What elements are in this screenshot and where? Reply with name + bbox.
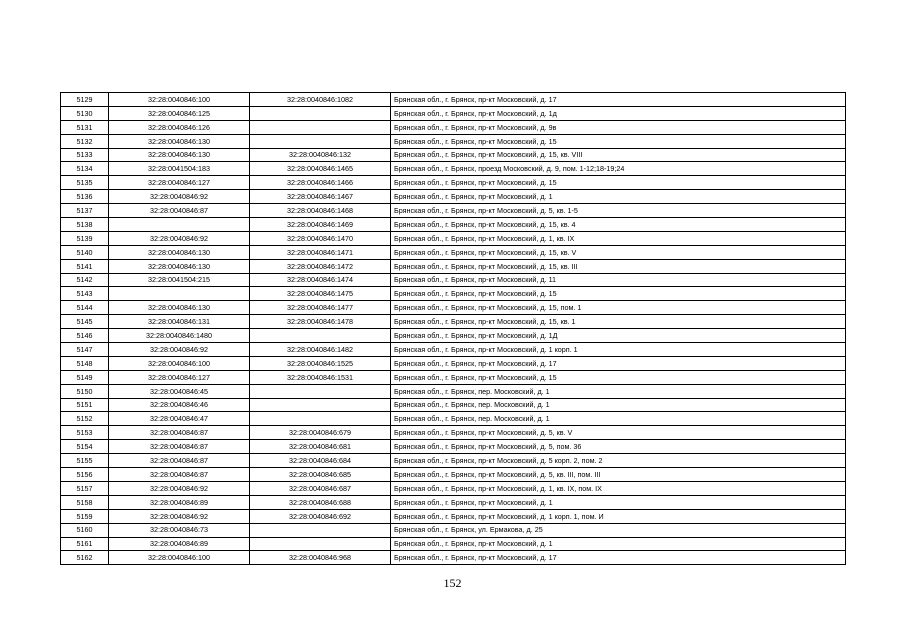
table-row [61, 454, 846, 468]
table-row [61, 384, 846, 398]
object-cadastral-number-cell: 32:28:0040846:1465 [250, 162, 391, 176]
object-cadastral-number-cell: 32:28:0040846:679 [250, 426, 391, 440]
table-row [61, 93, 846, 107]
address-cell: Брянская обл., г. Брянск, пр-кт Московский, д. 15, кв. VIII [391, 148, 846, 162]
row-number-cell: 5162 [61, 551, 109, 565]
address-cell: Брянская обл., г. Брянск, пр-кт Московский, д. 1 [391, 190, 846, 204]
table-row [61, 162, 846, 176]
parcel-cadastral-number-cell: 32:28:0040846:127 [109, 370, 250, 384]
parcel-cadastral-number-cell: 32:28:0040846:125 [109, 106, 250, 120]
parcel-cadastral-number-cell: 32:28:0040846:100 [109, 551, 250, 565]
table-row [61, 204, 846, 218]
object-cadastral-number-cell: 32:28:0040846:1525 [250, 356, 391, 370]
object-cadastral-number-cell [250, 384, 391, 398]
object-cadastral-number-cell: 32:28:0040846:1468 [250, 204, 391, 218]
address-cell: Брянская обл., г. Брянск, пер. Московский, д. 1 [391, 398, 846, 412]
address-cell: Брянская обл., г. Брянск, пр-кт Московский, д. 1 корп. 1 [391, 343, 846, 357]
row-number-cell: 5134 [61, 162, 109, 176]
row-number-cell: 5135 [61, 176, 109, 190]
row-number-cell: 5157 [61, 481, 109, 495]
parcel-cadastral-number-cell: 32:28:0040846:126 [109, 120, 250, 134]
row-number-cell: 5140 [61, 245, 109, 259]
row-number-cell: 5142 [61, 273, 109, 287]
table-row [61, 148, 846, 162]
table-row [61, 343, 846, 357]
parcel-cadastral-number-cell: 32:28:0040846:127 [109, 176, 250, 190]
row-number-cell: 5129 [61, 93, 109, 107]
parcel-cadastral-number-cell: 32:28:0040846:87 [109, 440, 250, 454]
row-number-cell: 5133 [61, 148, 109, 162]
table-row [61, 370, 846, 384]
row-number-cell: 5136 [61, 190, 109, 204]
table-row [61, 259, 846, 273]
object-cadastral-number-cell [250, 120, 391, 134]
row-number-cell: 5147 [61, 343, 109, 357]
object-cadastral-number-cell: 32:28:0040846:1082 [250, 93, 391, 107]
table-row [61, 329, 846, 343]
object-cadastral-number-cell: 32:28:0040846:688 [250, 495, 391, 509]
address-cell: Брянская обл., г. Брянск, пр-кт Московский, д. 11 [391, 273, 846, 287]
row-number-cell: 5159 [61, 509, 109, 523]
row-number-cell: 5149 [61, 370, 109, 384]
row-number-cell: 5145 [61, 315, 109, 329]
table-row [61, 231, 846, 245]
table-row [61, 106, 846, 120]
parcel-cadastral-number-cell: 32:28:0040846:130 [109, 259, 250, 273]
address-cell: Брянская обл., г. Брянск, пр-кт Московский, д. 1д [391, 106, 846, 120]
row-number-cell: 5131 [61, 120, 109, 134]
cadastral-table [60, 92, 846, 565]
parcel-cadastral-number-cell: 32:28:0040846:87 [109, 468, 250, 482]
table-row [61, 398, 846, 412]
object-cadastral-number-cell: 32:28:0040846:1474 [250, 273, 391, 287]
row-number-cell: 5160 [61, 523, 109, 537]
parcel-cadastral-number-cell: 32:28:0040846:87 [109, 204, 250, 218]
table-row [61, 176, 846, 190]
row-number-cell: 5153 [61, 426, 109, 440]
parcel-cadastral-number-cell: 32:28:0040846:130 [109, 245, 250, 259]
address-cell: Брянская обл., г. Брянск, пр-кт Московский, д. 15 [391, 134, 846, 148]
row-number-cell: 5137 [61, 204, 109, 218]
row-number-cell: 5156 [61, 468, 109, 482]
row-number-cell: 5130 [61, 106, 109, 120]
table-row [61, 509, 846, 523]
parcel-cadastral-number-cell: 32:28:0040846:92 [109, 481, 250, 495]
object-cadastral-number-cell: 32:28:0040846:684 [250, 454, 391, 468]
parcel-cadastral-number-cell: 32:28:0040846:100 [109, 356, 250, 370]
table-row [61, 315, 846, 329]
address-cell: Брянская обл., г. Брянск, пр-кт Московский, д. 1 [391, 537, 846, 551]
row-number-cell: 5143 [61, 287, 109, 301]
address-cell: Брянская обл., г. Брянск, ул. Ермакова, д. 25 [391, 523, 846, 537]
table-row [61, 440, 846, 454]
address-cell: Брянская обл., г. Брянск, пр-кт Московский, д. 5 корп. 2, пом. 2 [391, 454, 846, 468]
row-number-cell: 5138 [61, 218, 109, 232]
address-cell: Брянская обл., г. Брянск, пр-кт Московский, д. 15, кв. 4 [391, 218, 846, 232]
row-number-cell: 5132 [61, 134, 109, 148]
parcel-cadastral-number-cell [109, 287, 250, 301]
address-cell: Брянская обл., г. Брянск, пр-кт Московский, д. 9в [391, 120, 846, 134]
parcel-cadastral-number-cell: 32:28:0040846:73 [109, 523, 250, 537]
address-cell: Брянская обл., г. Брянск, пр-кт Московский, д. 15 [391, 176, 846, 190]
parcel-cadastral-number-cell: 32:28:0040846:92 [109, 509, 250, 523]
address-cell: Брянская обл., г. Брянск, пр-кт Московский, д. 1, кв. IX, пом. IX [391, 481, 846, 495]
object-cadastral-number-cell [250, 523, 391, 537]
table-row [61, 537, 846, 551]
address-cell: Брянская обл., г. Брянск, пр-кт Московский, д. 1 корп. 1, пом. И [391, 509, 846, 523]
table-row [61, 468, 846, 482]
row-number-cell: 5139 [61, 231, 109, 245]
parcel-cadastral-number-cell [109, 218, 250, 232]
table-row [61, 481, 846, 495]
address-cell: Брянская обл., г. Брянск, пер. Московский, д. 1 [391, 412, 846, 426]
row-number-cell: 5158 [61, 495, 109, 509]
parcel-cadastral-number-cell: 32:28:0040846:131 [109, 315, 250, 329]
object-cadastral-number-cell [250, 329, 391, 343]
object-cadastral-number-cell: 32:28:0040846:1475 [250, 287, 391, 301]
parcel-cadastral-number-cell: 32:28:0040846:92 [109, 190, 250, 204]
object-cadastral-number-cell: 32:28:0040846:1467 [250, 190, 391, 204]
address-cell: Брянская обл., г. Брянск, пр-кт Московский, д. 1Д [391, 329, 846, 343]
object-cadastral-number-cell: 32:28:0040846:1466 [250, 176, 391, 190]
parcel-cadastral-number-cell: 32:28:0040846:87 [109, 454, 250, 468]
object-cadastral-number-cell: 32:28:0040846:1470 [250, 231, 391, 245]
parcel-cadastral-number-cell: 32:28:0040846:1480 [109, 329, 250, 343]
parcel-cadastral-number-cell: 32:28:0040846:130 [109, 134, 250, 148]
object-cadastral-number-cell [250, 398, 391, 412]
parcel-cadastral-number-cell: 32:28:0041504:183 [109, 162, 250, 176]
table-row [61, 426, 846, 440]
address-cell: Брянская обл., г. Брянск, пр-кт Московский, д. 15, кв. III [391, 259, 846, 273]
parcel-cadastral-number-cell: 32:28:0040846:46 [109, 398, 250, 412]
parcel-cadastral-number-cell: 32:28:0040846:92 [109, 343, 250, 357]
address-cell: Брянская обл., г. Брянск, пр-кт Московский, д. 5, кв. 1-5 [391, 204, 846, 218]
parcel-cadastral-number-cell: 32:28:0040846:87 [109, 426, 250, 440]
table-row [61, 287, 846, 301]
address-cell: Брянская обл., г. Брянск, пр-кт Московский, д. 17 [391, 551, 846, 565]
address-cell: Брянская обл., г. Брянск, пр-кт Московский, д. 1 [391, 495, 846, 509]
row-number-cell: 5150 [61, 384, 109, 398]
table-row [61, 412, 846, 426]
row-number-cell: 5154 [61, 440, 109, 454]
object-cadastral-number-cell: 32:28:0040846:132 [250, 148, 391, 162]
page-number: 152 [443, 576, 462, 590]
row-number-cell: 5146 [61, 329, 109, 343]
object-cadastral-number-cell: 32:28:0040846:1531 [250, 370, 391, 384]
address-cell: Брянская обл., г. Брянск, пр-кт Московский, д. 5, кв. III, пом. III [391, 468, 846, 482]
object-cadastral-number-cell: 32:28:0040846:692 [250, 509, 391, 523]
row-number-cell: 5152 [61, 412, 109, 426]
object-cadastral-number-cell: 32:28:0040846:1471 [250, 245, 391, 259]
parcel-cadastral-number-cell: 32:28:0040846:130 [109, 148, 250, 162]
table-row [61, 495, 846, 509]
parcel-cadastral-number-cell: 32:28:0040846:100 [109, 93, 250, 107]
table-row [61, 301, 846, 315]
row-number-cell: 5161 [61, 537, 109, 551]
object-cadastral-number-cell [250, 412, 391, 426]
object-cadastral-number-cell [250, 537, 391, 551]
object-cadastral-number-cell: 32:28:0040846:685 [250, 468, 391, 482]
row-number-cell: 5151 [61, 398, 109, 412]
object-cadastral-number-cell: 32:28:0040846:1469 [250, 218, 391, 232]
address-cell: Брянская обл., г. Брянск, проезд Московский, д. 9, пом. 1-12;18-19;24 [391, 162, 846, 176]
table-row [61, 523, 846, 537]
object-cadastral-number-cell [250, 134, 391, 148]
address-cell: Брянская обл., г. Брянск, пр-кт Московский, д. 1, кв. IX [391, 231, 846, 245]
parcel-cadastral-number-cell: 32:28:0040846:45 [109, 384, 250, 398]
parcel-cadastral-number-cell: 32:28:0041504:215 [109, 273, 250, 287]
table-row [61, 120, 846, 134]
object-cadastral-number-cell: 32:28:0040846:687 [250, 481, 391, 495]
parcel-cadastral-number-cell: 32:28:0040846:130 [109, 301, 250, 315]
table-row [61, 245, 846, 259]
address-cell: Брянская обл., г. Брянск, пр-кт Московский, д. 15 [391, 370, 846, 384]
table-row [61, 134, 846, 148]
table-row [61, 356, 846, 370]
row-number-cell: 5144 [61, 301, 109, 315]
table-row [61, 551, 846, 565]
address-cell: Брянская обл., г. Брянск, пр-кт Московский, д. 5, пом. 36 [391, 440, 846, 454]
address-cell: Брянская обл., г. Брянск, пр-кт Московский, д. 5, кв. V [391, 426, 846, 440]
address-cell: Брянская обл., г. Брянск, пр-кт Московский, д. 15 [391, 287, 846, 301]
object-cadastral-number-cell: 32:28:0040846:681 [250, 440, 391, 454]
row-number-cell: 5155 [61, 454, 109, 468]
address-cell: Брянская обл., г. Брянск, пр-кт Московский, д. 17 [391, 93, 846, 107]
address-cell: Брянская обл., г. Брянск, пр-кт Московский, д. 15, кв. V [391, 245, 846, 259]
row-number-cell: 5148 [61, 356, 109, 370]
address-cell: Брянская обл., г. Брянск, пр-кт Московский, д. 15, пом. 1 [391, 301, 846, 315]
parcel-cadastral-number-cell: 32:28:0040846:92 [109, 231, 250, 245]
object-cadastral-number-cell: 32:28:0040846:1472 [250, 259, 391, 273]
table-body [61, 93, 846, 565]
table-row [61, 273, 846, 287]
address-cell: Брянская обл., г. Брянск, пр-кт Московский, д. 15, кв. 1 [391, 315, 846, 329]
object-cadastral-number-cell: 32:28:0040846:968 [250, 551, 391, 565]
table-row [61, 190, 846, 204]
address-cell: Брянская обл., г. Брянск, пер. Московский, д. 1 [391, 384, 846, 398]
object-cadastral-number-cell [250, 106, 391, 120]
address-cell: Брянская обл., г. Брянск, пр-кт Московский, д. 17 [391, 356, 846, 370]
parcel-cadastral-number-cell: 32:28:0040846:89 [109, 495, 250, 509]
parcel-cadastral-number-cell: 32:28:0040846:47 [109, 412, 250, 426]
object-cadastral-number-cell: 32:28:0040846:1478 [250, 315, 391, 329]
parcel-cadastral-number-cell: 32:28:0040846:89 [109, 537, 250, 551]
object-cadastral-number-cell: 32:28:0040846:1482 [250, 343, 391, 357]
table-row [61, 218, 846, 232]
row-number-cell: 5141 [61, 259, 109, 273]
object-cadastral-number-cell: 32:28:0040846:1477 [250, 301, 391, 315]
